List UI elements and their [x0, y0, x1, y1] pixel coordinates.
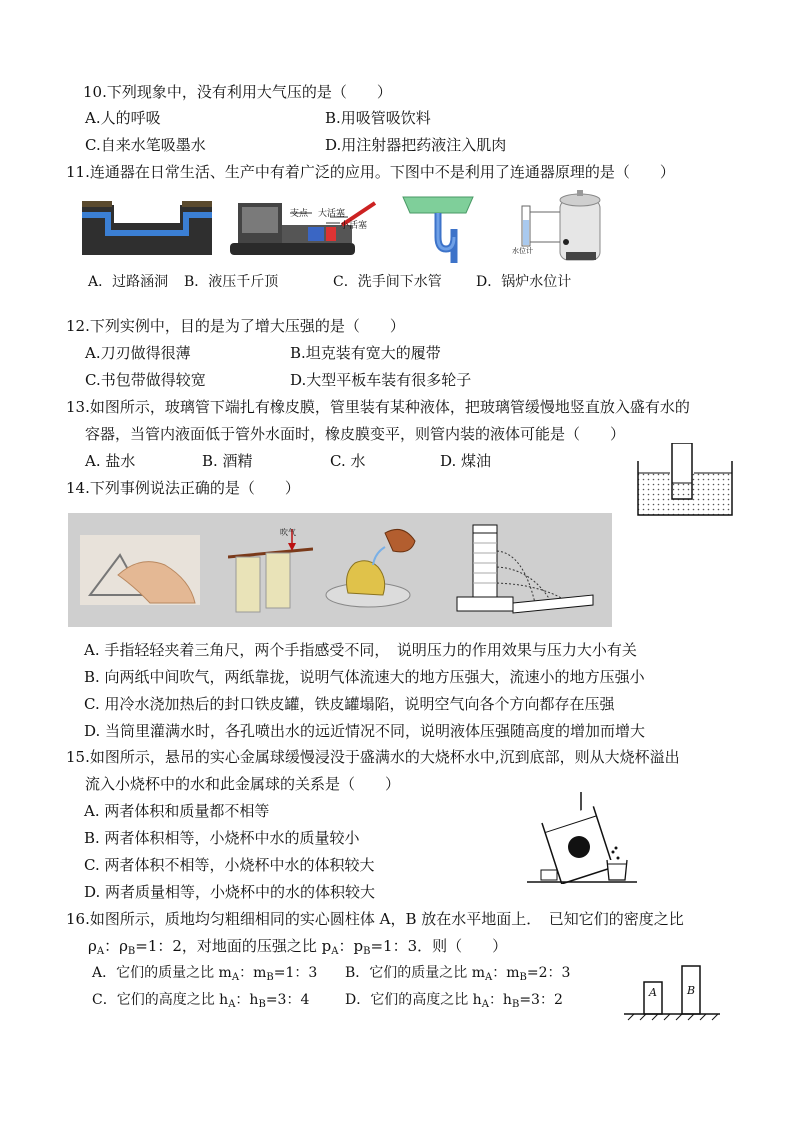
q16-option-c: C．它们的高度之比 $h_A$：$h_B=3$：4 [92, 992, 310, 1010]
cylinder-b-label: B [687, 984, 696, 997]
q15-stem-line2: 流入小烧杯中的水和此金属球的关系是（ ） [85, 775, 401, 793]
overflow-beaker-figure [525, 792, 640, 884]
q13-option-a: A. 盐水 [85, 452, 136, 470]
triangle-ruler-figure [80, 535, 200, 605]
blow-label: 吹气 [280, 528, 296, 537]
q11-option-c: C．洗手间下水管 [333, 274, 442, 290]
q10-option-b: B.用吸管吸饮料 [325, 109, 431, 127]
q14-option-b: B. 向两纸中间吹气，两纸靠拢，说明气体流速大的地方压强大，流速小的地方压强小 [84, 668, 645, 686]
q12-option-c: C.书包带做得较宽 [85, 371, 206, 389]
q14-option-a: A. 手指轻轻夹着三角尺，两个手指感受不同， 说明压力的作用效果与压力大小有关 [84, 641, 637, 659]
q14-option-d: D. 当筒里灌满水时，各孔喷出水的远近情况不同，说明液体压强随高度的增加而增大 [84, 722, 646, 740]
boiler-gauge-figure [510, 190, 605, 268]
q14-stem: 14.下列事例说法正确的是（ ） [66, 479, 300, 497]
q11-option-b: B．液压千斤顶 [184, 274, 279, 290]
cylinder-a-label: A [649, 986, 657, 999]
q16-option-a: A．它们的质量之比 $m_A$：$m_B=1$：3 [92, 965, 318, 983]
q16-option-d: D．它们的高度之比 $h_A$：$h_B=3$：2 [345, 992, 563, 1010]
sink-drain-figure [398, 193, 478, 265]
q15-option-d: D. 两者质量相等，小烧杯中的水的体积较大 [84, 883, 376, 901]
q16-stem: 16.如图所示，质地均匀粗细相同的实心圆柱体 A，B 放在水平地面上． 已知它们的密度之比 [66, 910, 684, 928]
q10-stem: 10.下列现象中，没有利用大气压的是（ ） [83, 83, 392, 101]
q15-option-a: A. 两者体积和质量都不相等 [84, 802, 270, 820]
culvert-figure [80, 195, 215, 263]
q11-stem: 11.连通器在日常生活、生产中有着广泛的应用。下图中不是利用了连通器原理的是（ ） [66, 163, 675, 181]
q12-stem: 12.下列实例中，目的是为了增大压强的是（ ） [66, 317, 405, 335]
q10-option-c: C.自来水笔吸墨水 [85, 136, 206, 154]
glass-tube-container-figure [632, 443, 738, 519]
q12-option-d: D.大型平板车装有很多轮子 [290, 371, 472, 389]
q11-option-a: A．过路涵洞 [88, 274, 169, 290]
water-cylinder-holes-figure [453, 523, 598, 615]
q12-option-a: A.刀刃做得很薄 [85, 344, 191, 362]
q13-option-c: C. 水 [330, 452, 366, 470]
q10-option-a: A.人的呼吸 [85, 109, 161, 127]
q14-figure-panel [68, 513, 612, 627]
jack-label-small-piston: 小活塞 [340, 221, 368, 231]
q16-option-b: B．它们的质量之比 $m_A$：$m_B=2$：3 [345, 965, 571, 983]
blowing-papers-figure [228, 527, 313, 615]
q12-option-b: B.坦克装有宽大的履带 [290, 344, 441, 362]
jack-label-fulcrum: 支点 [290, 209, 309, 219]
q10-option-d: D.用注射器把药液注入肌肉 [325, 136, 507, 154]
q13-stem-line1: 13.如图所示，玻璃管下端扎有橡皮膜，管里装有某种液体，把玻璃管缓慢地竖直放入盛有水的 [66, 398, 690, 416]
q14-option-c: C. 用冷水浇加热后的封口铁皮罐，铁皮罐塌陷，说明空气向各个方向都存在压强 [84, 695, 615, 713]
jack-label-big-piston: 大活塞 [318, 209, 346, 219]
q13-option-d: D. 煤油 [440, 452, 492, 470]
q16-given-line: $\rho_A$：$\rho_B=1$：2，对地面的压强之比 $p_A$：$p_B=1$：3．则（ ） [88, 937, 508, 957]
q13-option-b: B. 酒精 [202, 452, 253, 470]
boiler-gauge-label: 水位计 [512, 247, 533, 255]
q15-stem-line1: 15.如图所示，悬吊的实心金属球缓慢浸没于盛满水的大烧杯水中,沉到底部，则从大烧杯溢出 [66, 748, 680, 766]
q13-stem-line2: 容器，当管内液面低于管外水面时，橡皮膜变平，则管内装的液体可能是（ ） [85, 425, 626, 443]
q15-option-b: B. 两者体积相等，小烧杯中水的质量较小 [84, 829, 360, 847]
collapsed-can-figure [323, 523, 418, 615]
q15-option-c: C. 两者体积不相等，小烧杯中水的体积较大 [84, 856, 375, 874]
q11-option-d: D．锅炉水位计 [476, 274, 572, 290]
cylinders-ab-figure [622, 960, 722, 1022]
